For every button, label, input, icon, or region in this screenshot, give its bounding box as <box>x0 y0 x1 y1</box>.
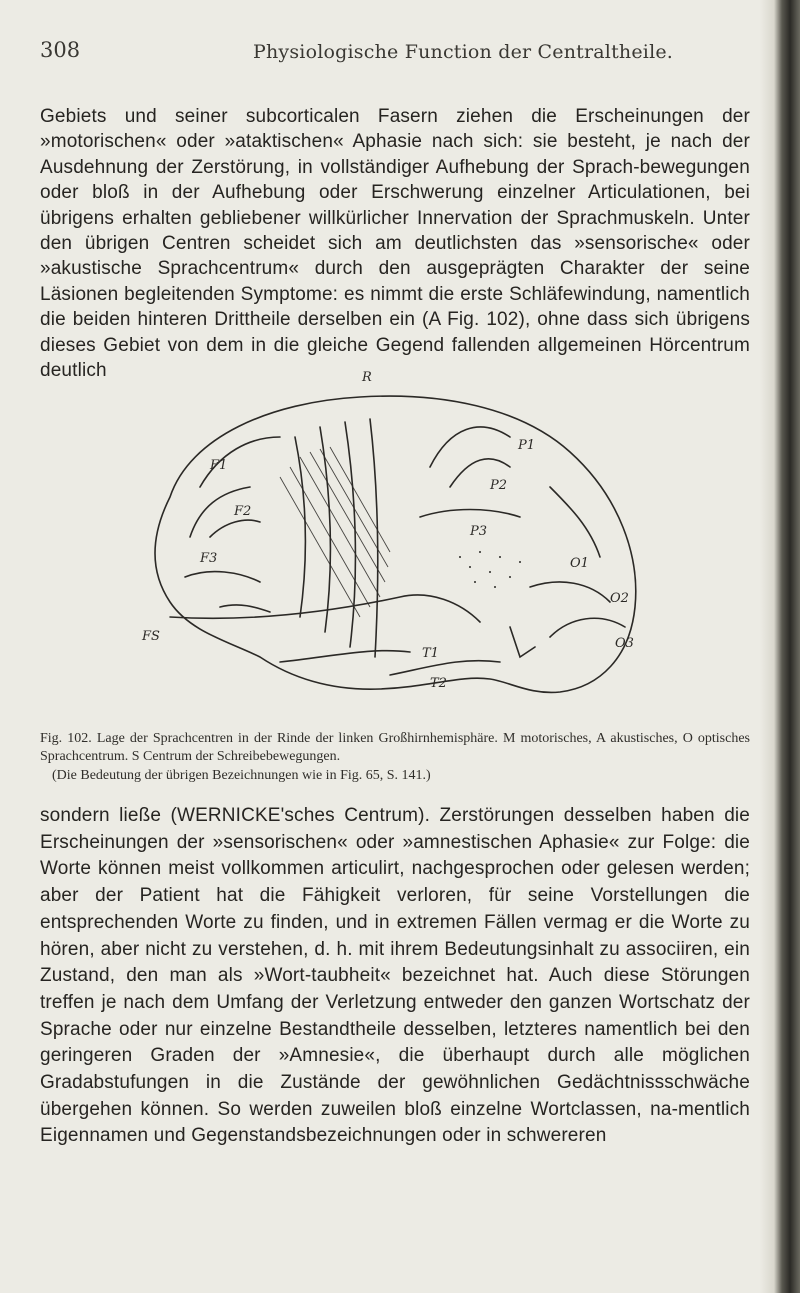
label-P2: P2 <box>490 478 508 493</box>
paragraph-top: Gebiets und seiner subcorticalen Fasern ziehen die Erscheinungen der »motorischen« oder »ataktischen« Aphasie nach sich: sie besteht, je nach der Ausdehnung der Zerstörung, in vollständiger Aufhebung der Sprach-bewegungen oder bloß in der Aufhebung oder Erschwerung einzelner Articulationen, bei übrigens erhalten gebliebener willkürlicher Innervation der Sprachmuskeln. Unter den übrigen Centren scheidet sich am deutlichsten das »sensorische« oder »akustische Sprachcentrum« durch den ausgeprägten Charakter der seine Läsionen begleitenden Symptome: es nimmt die erste Schläfewindung, namentlich die beiden hinteren Drittheile derselben ein (A Fig. 102), ohne dass sich übrigens dieses Gebiet von dem in die gleiche Gegend fallenden allgemeinen Hörcentrum deutlich <box>40 106 750 382</box>
label-T1: T1 <box>422 646 439 661</box>
label-T2: T2 <box>430 676 447 691</box>
page-number: 308 <box>40 38 81 62</box>
brain-diagram <box>130 357 660 712</box>
label-R: R <box>362 370 372 385</box>
label-F1: F1 <box>210 458 228 473</box>
caption-note: (Die Bedeutung der übrigen Bezeichnungen wie in Fig. 65, S. 141.) <box>52 767 431 783</box>
caption-text: Lage der Sprachcentren in der Rinde der linken Großhirnhemisphäre. M motorisches, A akustisches, O optisches Sprachcentrum. S Centrum der Schreibebewegungen. <box>40 731 750 765</box>
label-O2: O2 <box>610 591 629 606</box>
label-F3: F3 <box>200 551 218 566</box>
label-O1: O1 <box>570 556 589 571</box>
label-P1: P1 <box>518 438 536 453</box>
figure-caption <box>40 730 750 785</box>
hemisphere-outline <box>155 396 636 692</box>
label-O3: O3 <box>615 636 634 651</box>
label-FS: FS <box>142 629 160 644</box>
running-title: Physiologische Function der Centraltheile. <box>253 41 674 63</box>
page-edge-shadow <box>760 0 800 1293</box>
label-P3: P3 <box>470 524 488 539</box>
caption-lead: Fig. 102. <box>40 731 92 746</box>
paragraph-bottom: sondern ließe (WERNICKE'sches Centrum). Zerstörungen desselben haben die Erscheinungen der »sensorischen« oder »amnestischen Aphasie« zur Folge: die Worte können meist vollkommen articulirt, nachgesprochen oder gelesen werden; aber der Patient hat die Fähigkeit verloren, für seine Vorstellungen die entsprechenden Worte zu finden, und in extremen Fällen vermag er die Worte zu hören, aber nicht zu verstehen, d. h. mit ihrem Bedeutungsinhalt zu associiren, ein Zustand, den man als »Wort-taubheit« bezeichnet hat. Auch diese Störungen treffen je nach dem Umfang der Verletzung entweder den ganzen Wortschatz der Sprache oder nur einzelne Bestandtheile desselben, letzteres namentlich bei den geringeren Graden der »Amnesie«, die überhaupt durch alle möglichen Gradabstufungen in die Zustände der gewöhnlichen Gedächtnissschwäche übergehen können. So werden zuweilen bloß einzelne Wortclassen, na-mentlich Eigennamen und Gegenstandsbezeichnungen oder in schwereren <box>40 805 750 1147</box>
label-F2: F2 <box>234 504 252 519</box>
brain-figure <box>130 357 660 712</box>
